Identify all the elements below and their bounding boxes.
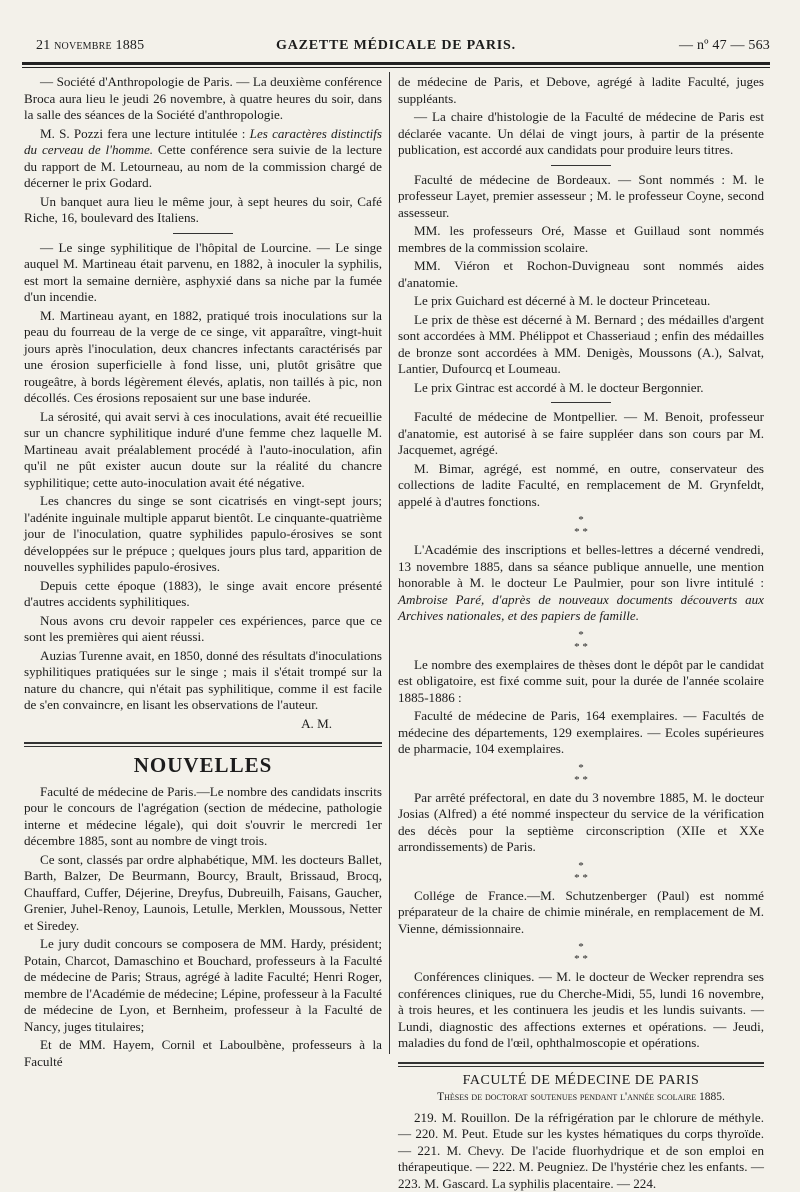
paragraph: Auzias Turenne avait, en 1850, donné des résultats d'inoculations syphilitiques pratiquées sur le singe ; mais il s'était trompé sur la nature du chancre, qui n'était pas syphilitique, comme il est facile de s'en convaincre, en lisant les observations de l'auteur. (24, 648, 382, 714)
paragraph: Faculté de médecine de Paris.—Le nombre des candidats inscrits pour le concours de l'agrégation (section de médecine, pathologie interne et médecine légale), qui doit s'ouvrir le mercredi 1er décembre 1885, sont au nombre de vingt trois. (24, 784, 382, 850)
header-rule-thin (22, 67, 770, 68)
paragraph: Collége de France.—M. Schutzenberger (Paul) est nommé préparateur de la chaire de chimie minérale, en remplacement de M. Vienne, démissionnaire. (398, 888, 764, 938)
header-date: 21 novembre 1885 (36, 38, 144, 54)
paragraph: — Le singe syphilitique de l'hôpital de Lourcine. — Le singe auquel M. Martineau était parvenu, en 1882, à inoculer la syphilis, est mort la semaine dernière, asphyxié dans sa niche par la fumée d'un incendie. (24, 240, 382, 306)
asterism: * * * (398, 762, 764, 786)
paragraph: — Société d'Anthropologie de Paris. — La deuxième conférence Broca aura lieu le jeudi 26 novembre, à quatre heures du soir, dans la salle des séances de la Société d'anthropologie. (24, 74, 382, 124)
header-page-number: — nº 47 — 563 (679, 38, 770, 54)
paragraph: Le jury dudit concours se composera de MM. Hardy, président; Potain, Charcot, Damaschino et Bouchard, professeurs à la Faculté de médecine de Paris; Straus, agrégé à ladite Faculté; Henri Roger, membre de l'Académie de médecine; Lépine, professeur à la Faculté de médecine de Lyon, et Bernheim, professeur à la Faculté de Nancy, juges titulaires; (24, 936, 382, 1035)
paragraph: La sérosité, qui avait servi à ces inoculations, avait été recueillie sur un chancre syphilitique induré d'une femme chez laquelle M. Martineau avait préalablement procédé à l'auto-inoculation, afin qu'il ne pût exister aucun doute sur la réalité du chancre syphilitique; cette auto-inoculation avait été négative. (24, 409, 382, 492)
lecture-title: Les caractères distinctifs du cerveau de l'homme. (24, 126, 382, 158)
section-rule (24, 742, 382, 747)
paragraph: M. Martineau ayant, en 1882, pratiqué trois inoculations sur la peau du fourreau de la verge de ce singe, vit apparaître, vingt-huit jours après l'inoculation, deux chancres infectants caractérisés par une érosion superficielle à fond lisse, uni, plutôt grisâtre que rougeâtre, à bords légèrement élevés, aplatis, non taillés à pic, non décollés. Ces érosions reposaient sur une base indurée. (24, 308, 382, 407)
paragraph (24, 126, 382, 192)
paragraph: Faculté de médecine de Bordeaux. — Sont nommés : M. le professeur Layet, premier assesseur ; M. le professeur Coyne, second assesseur. (398, 172, 764, 222)
paragraph: Et de MM. Hayem, Cornil et Laboulbène, professeurs à la Faculté (24, 1037, 382, 1070)
left-column (24, 74, 382, 1070)
page-header (22, 34, 770, 58)
paragraph: Conférences cliniques. — M. le docteur de Wecker reprendra ses conférences cliniques, rue du Cherche-Midi, 55, lundi 16 novembre, à trois heures, et les continuera les jeudis et les lundis suivants. — Lundi, diagnostic des affections externes et opérations. — Jeudi, maladies du fond de l'œil, ophthalmoscopie et opérations. (398, 969, 764, 1052)
paragraph: Faculté de médecine de Montpellier. — M. Benoit, professeur d'anatomie, est autorisé à se faire suppléer dans son cours par M. Jacquemet, agrégé. (398, 409, 764, 459)
theses-subheading: Thèses de doctorat soutenues pendant l'année scolaire 1885. (398, 1089, 764, 1106)
paragraph: Ce sont, classés par ordre alphabétique, MM. les docteurs Ballet, Barth, Balzer, De Beurmann, Bourcy, Brault, Brissaud, Brocq, Chauffard, Cuffer, Déjerine, Dreyfus, Dubreuilh, Faisans, Gaucher, Grenier, Juhel-Renoy, Launois, Letulle, Merklen, Moussous, Netter et Siredey. (24, 852, 382, 935)
article-signature: A. M. (24, 716, 382, 733)
paragraph: Le prix Gintrac est accordé à M. le docteur Bergonnier. (398, 380, 764, 397)
header-rule (22, 62, 770, 65)
asterism: * * * (398, 629, 764, 653)
paragraph: Depuis cette époque (1883), le singe avait encore présenté d'autres accidents syphilitiques. (24, 578, 382, 611)
paragraph: MM. les professeurs Oré, Masse et Guillaud sont nommés membres de la commission scolaire. (398, 223, 764, 256)
paragraph: de médecine de Paris, et Debove, agrégé à ladite Faculté, juges suppléants. (398, 74, 764, 107)
separator (551, 165, 611, 166)
paragraph: M. Bimar, agrégé, est nommé, en outre, conservateur des collections de ladite Faculté, en remplacement de M. Grynfeldt, appelé à d'autres fonctions. (398, 461, 764, 511)
book-title: Ambroise Paré, d'après de nouveaux documents découverts aux Archives nationales, et des papiers de famille. (398, 592, 764, 624)
paragraph (398, 542, 764, 625)
column-divider (389, 72, 390, 1054)
asterism: * * * (398, 941, 764, 965)
paragraph: 219. M. Rouillon. De la réfrigération par le chlorure de méthyle. — 220. M. Peut. Etude sur les kystes hématiques du corps thyroïde. — 221. M. Chevy. De l'acide fluorhydrique et de son emploi en thérapeutique. — 222. M. Peugniez. De l'hystérie chez les enfants. — 223. M. Gascard. La syphilis placentaire. — 224. (398, 1110, 764, 1192)
asterism: * * * (398, 514, 764, 538)
separator (551, 402, 611, 403)
paragraph: Le prix Guichard est décerné à M. le docteur Princeteau. (398, 293, 764, 310)
paragraph: — La chaire d'histologie de la Faculté de médecine de Paris est déclarée vacante. Un délai de vingt jours, à partir de la présente publication, est accordé aux candidats pour produire leurs titres. (398, 109, 764, 159)
paragraph: Faculté de médecine de Paris, 164 exemplaires. — Facultés de médecine des départements, 129 exemplaires. — Ecoles supérieures de pharmacie, 104 exemplaires. (398, 708, 764, 758)
text: Cette conférence sera suivie de la lecture du rapport de M. Letourneau, au nom de la commission chargé de décerner le prix Godard. (24, 142, 382, 190)
text: L'Académie des inscriptions et belles-lettres a décerné vendredi, 13 novembre 1885, dans sa séance publique annuelle, une mention honorable à M. le docteur Le Paulmier, pour son livre intitulé : (398, 542, 764, 590)
text: M. S. Pozzi fera une lecture intitulée : (40, 126, 250, 141)
separator (173, 233, 233, 234)
paragraph: Le prix de thèse est décerné à M. Bernard ; des médailles d'argent sont accordées à MM. Phélippot et Chasseriaud ; enfin des médailles de bronze sont accordées à MM. Denigès, Moussons (A.), Salvat, Lantier, Dufourcq et Loumeau. (398, 312, 764, 378)
paragraph: Le nombre des exemplaires de thèses dont le dépôt par le candidat est obligatoire, est fixé comme suit, pour la durée de l'année scolaire 1885-1886 : (398, 657, 764, 707)
right-column (398, 74, 764, 1070)
section-title-nouvelles: NOUVELLES (24, 757, 382, 774)
paragraph: Par arrêté préfectoral, en date du 3 novembre 1885, M. le docteur Josias (Alfred) a été nommé inspecteur du service de la vérification des décès pour la septième circonscription (XIIe et XXe arrondissements) de Paris. (398, 790, 764, 856)
paragraph: Un banquet aura lieu le même jour, à sept heures du soir, Café Riche, 16, boulevard des Italiens. (24, 194, 382, 227)
paragraph: Les chancres du singe se sont cicatrisés en vingt-sept jours; l'adénite inguinale multiple apparut bientôt. Le cinquante-quatrième jour de l'inoculation, quatre syphilides papulo-érosives se sont développées sur le prépuce ; quelques jours plus tard, apparition de nouvelles syphilides papulo-érosives. (24, 493, 382, 576)
faculty-heading: FACULTÉ DE MÉDECINE DE PARIS (398, 1073, 764, 1090)
paragraph: MM. Viéron et Rochon-Duvigneau sont nommés aides d'anatomie. (398, 258, 764, 291)
asterism: * * * (398, 860, 764, 884)
header-title: GAZETTE MÉDICALE DE PARIS. (22, 38, 770, 54)
paragraph: Nous avons cru devoir rappeler ces expériences, parce que ce sont les premières qui aient réussi. (24, 613, 382, 646)
section-rule (398, 1062, 764, 1067)
